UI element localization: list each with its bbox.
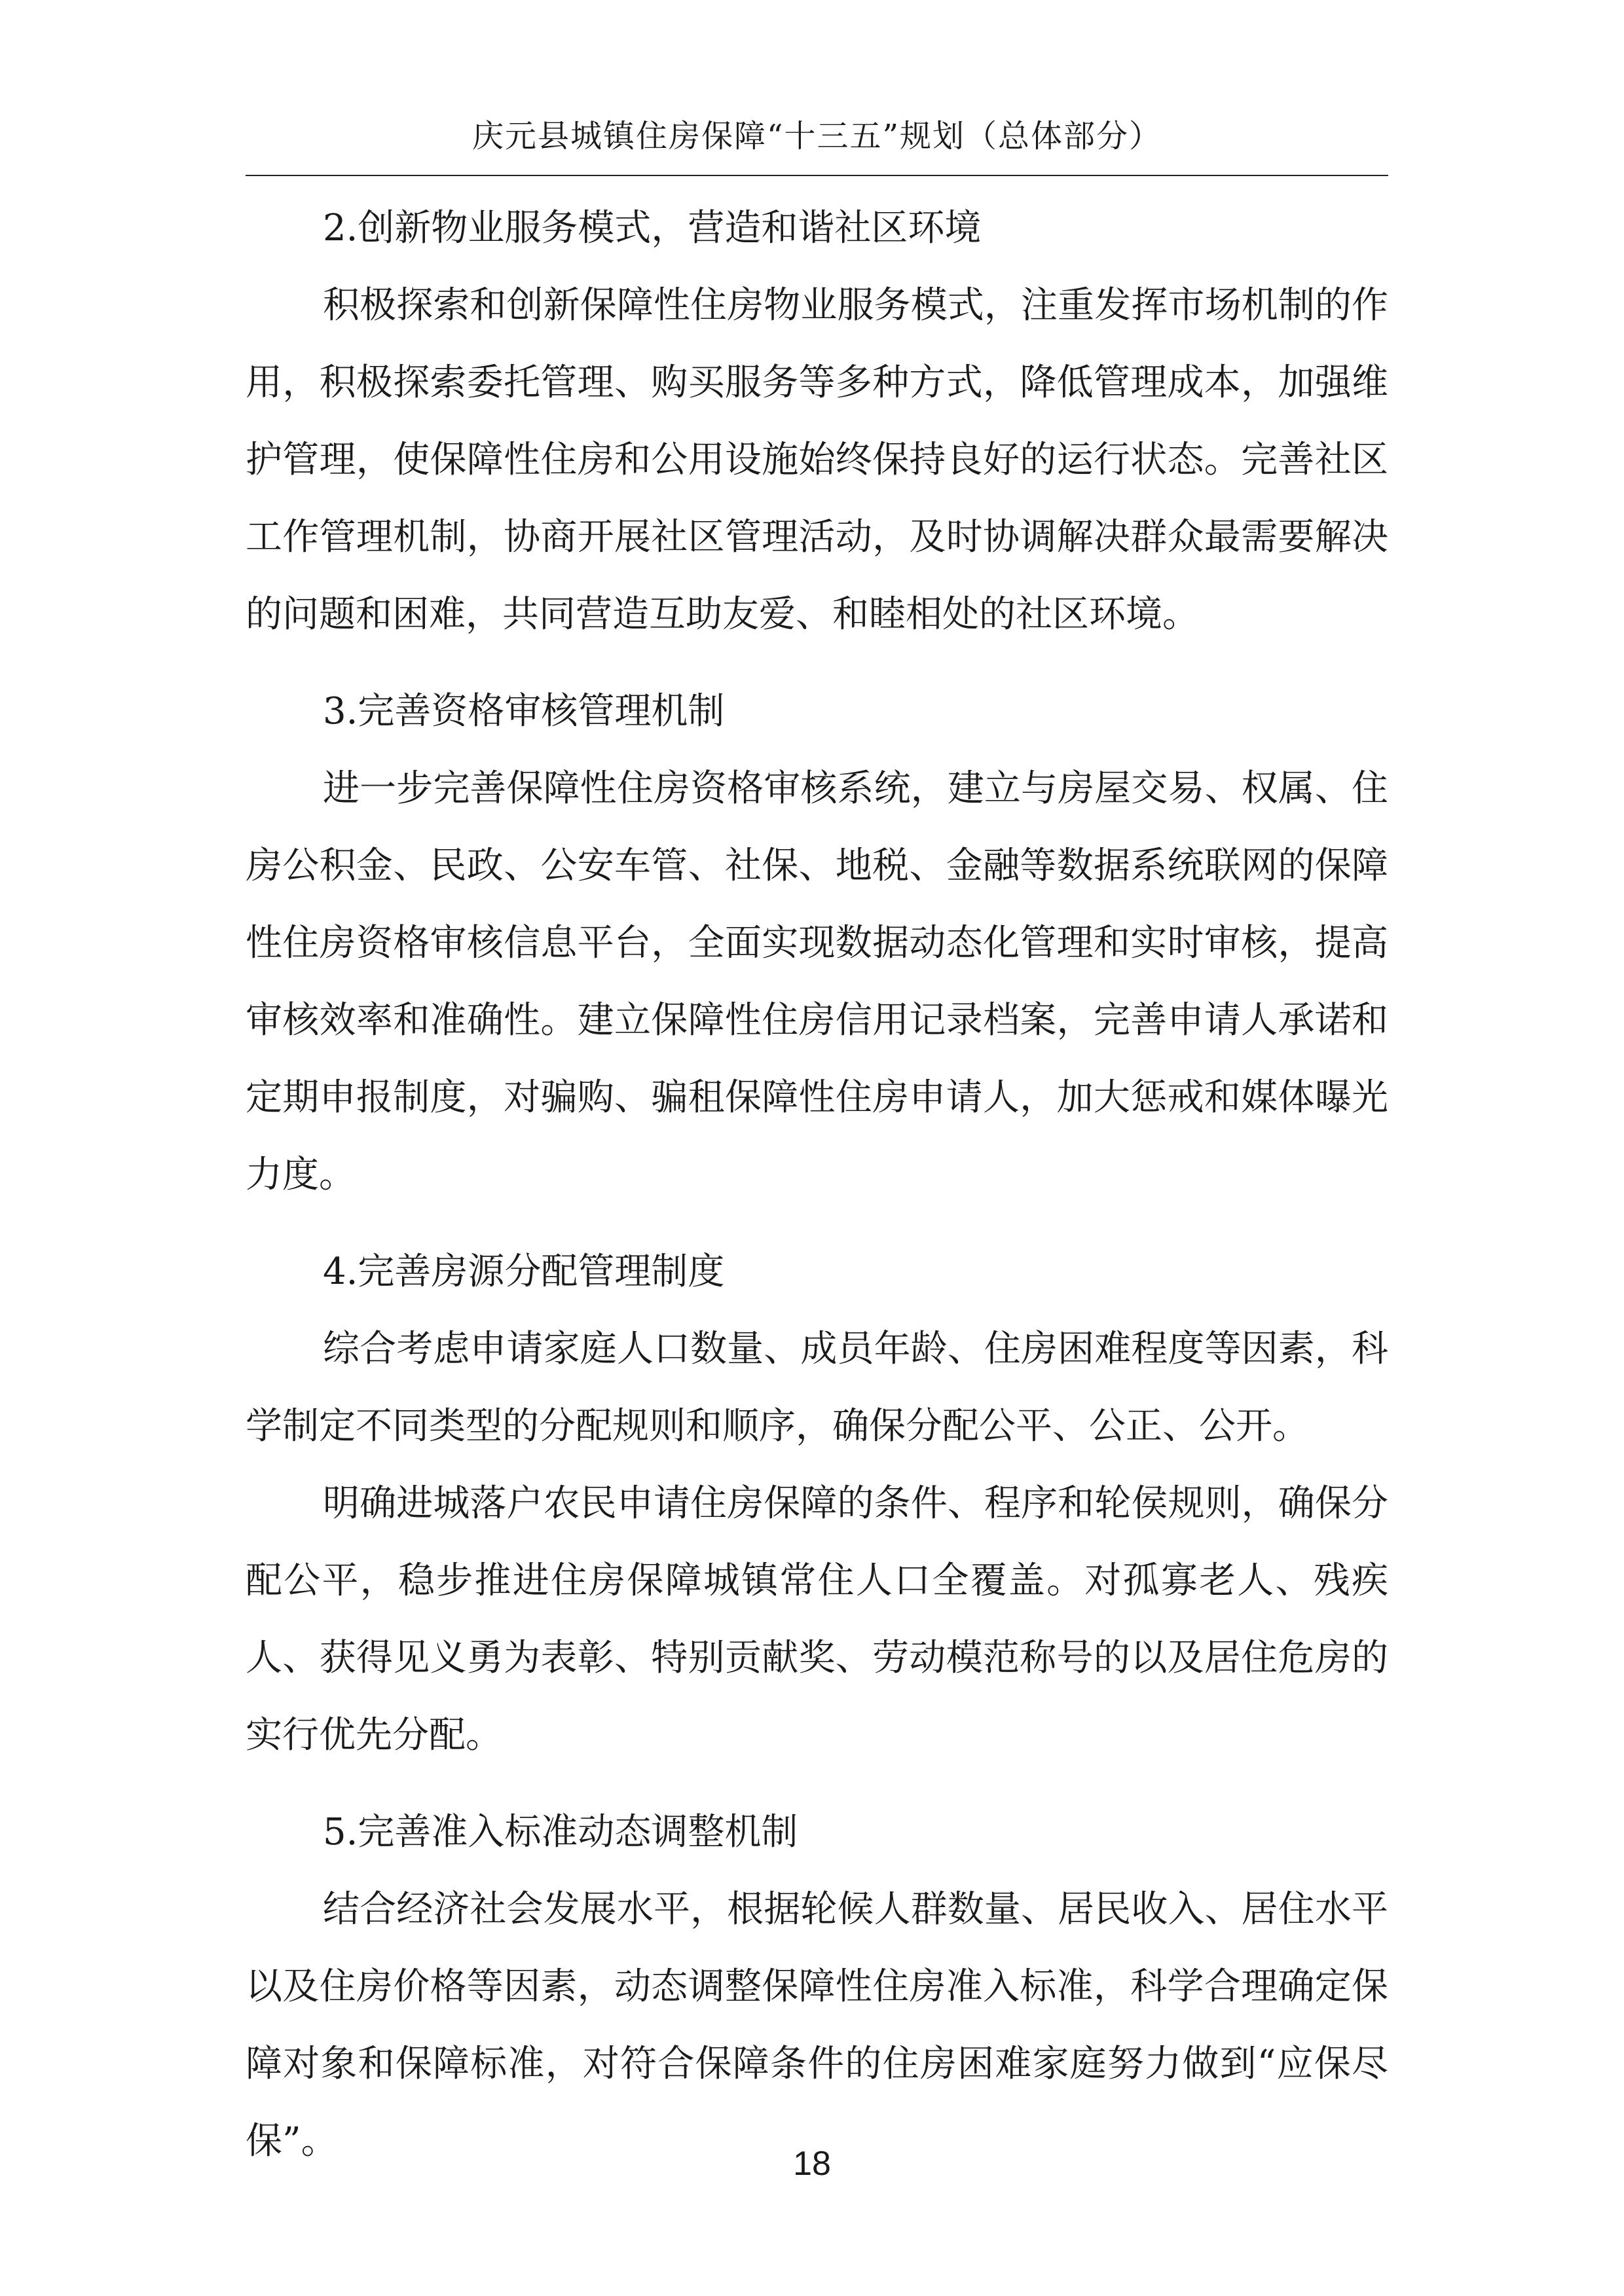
page-number: 18 (793, 2145, 831, 2183)
paragraph: 结合经济社会发展水平，根据轮候人群数量、居民收入、居住水平以及住房价格等因素，动态调整保障性住房准入标准，科学合理确定保障对象和保障标准，对符合保障条件的住房困难家庭努力做到“应保尽保”。 (246, 1888, 1388, 2162)
running-header: 庆元县城镇住房保障“十三五”规划（总体部分） (471, 118, 1162, 155)
section-heading: 2.创新物业服务模式，营造和谐社区环境 (323, 207, 982, 249)
paragraph: 积极探索和创新保障性住房物业服务模式，注重发挥市场机制的作用，积极探索委托管理、购买服务等多种方式，降低管理成本，加强维护管理，使保障性住房和公用设施始终保持良好的运行状态。完善社区工作管理机制，协商开展社区管理活动，及时协调解决群众最需要解决的问题和困难，共同营造互助友爱、和睦相处的社区环境。 (246, 284, 1388, 636)
header-divider (246, 175, 1388, 176)
section-heading: 4.完善房源分配管理制度 (323, 1250, 725, 1293)
section-heading: 3.完善资格审核管理机制 (323, 690, 725, 733)
section-heading: 5.完善准入标准动态调整机制 (323, 1811, 798, 1853)
paragraph: 明确进城落户农民申请住房保障的条件、程序和轮侯规则，确保分配公平，稳步推进住房保障城镇常住人口全覆盖。对孤寡老人、残疾人、获得见义勇为表彰、特别贡献奖、劳动模范称号的以及居住危房的实行优先分配。 (246, 1482, 1388, 1757)
paragraph: 综合考虑申请家庭人口数量、成员年龄、住房困难程度等因素，科学制定不同类型的分配规则和顺序，确保分配公平、公正、公开。 (246, 1328, 1388, 1448)
paragraph: 进一步完善保障性住房资格审核系统，建立与房屋交易、权属、住房公积金、民政、公安车管、社保、地税、金融等数据系统联网的保障性住房资格审核信息平台，全面实现数据动态化管理和实时审核，提高审核效率和准确性。建立保障性住房信用记录档案，完善申请人承诺和定期申报制度，对骗购、骗租保障性住房申请人，加大惩戒和媒体曝光力度。 (246, 767, 1388, 1196)
document-body (246, 190, 1388, 2180)
